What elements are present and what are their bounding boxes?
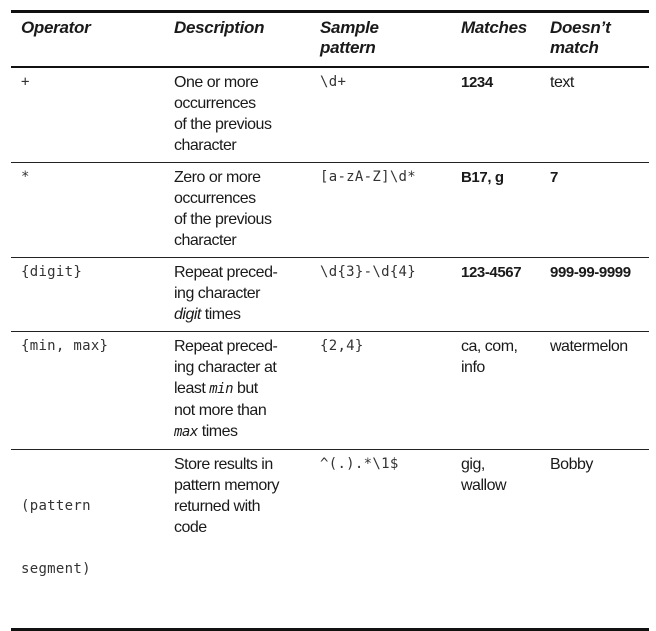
- matches-cell: B17, g: [461, 169, 504, 186]
- table-row: [11, 163, 649, 258]
- operator-cell: *: [21, 169, 30, 185]
- description-cell: [164, 163, 310, 258]
- header-sample-pattern: [310, 12, 451, 68]
- description-max-italic: max: [174, 424, 198, 440]
- header-operator: Operator: [21, 18, 91, 37]
- operator-cell: {digit}: [21, 264, 83, 280]
- description-cell: [164, 450, 310, 630]
- matches-line: wallow: [461, 477, 507, 494]
- description-line: Store results in: [174, 456, 273, 473]
- description-line: code: [174, 519, 207, 536]
- description-line: character: [174, 232, 237, 249]
- regex-operators-table: [11, 10, 649, 631]
- sample-pattern-cell: ^(.).*\1$: [320, 456, 399, 472]
- matches-cell: [451, 332, 540, 450]
- matches-line: ca, com,: [461, 338, 518, 355]
- description-cell: [164, 67, 310, 163]
- description-line: ing character at: [174, 359, 277, 376]
- description-line: Repeat preced-: [174, 264, 278, 281]
- header-description: Description: [174, 18, 265, 37]
- doesnt-match-cell: watermelon: [550, 338, 628, 355]
- header-row: [11, 12, 649, 68]
- description-line: [174, 304, 306, 325]
- header-sample-line2: pattern: [320, 38, 376, 57]
- description-least: least: [174, 380, 210, 397]
- description-line: [174, 421, 306, 443]
- header-doesnt-line2: match: [550, 38, 599, 57]
- operator-line: (pattern: [21, 498, 91, 514]
- description-line: not more than: [174, 402, 267, 419]
- doesnt-match-cell: 7: [550, 169, 558, 186]
- doesnt-match-cell: 999-99-9999: [550, 264, 631, 281]
- table-row: [11, 450, 649, 630]
- table-row: [11, 67, 649, 163]
- description-line: character: [174, 137, 237, 154]
- table-row: [11, 332, 649, 450]
- sample-pattern-cell: {2,4}: [320, 338, 364, 354]
- description-line: Repeat preced-: [174, 338, 278, 355]
- description-times: times: [197, 423, 238, 440]
- operator-cell: +: [21, 74, 30, 90]
- description-cell: [164, 332, 310, 450]
- matches-line: info: [461, 359, 485, 376]
- operator-line: segment): [21, 561, 91, 577]
- description-line: returned with: [174, 498, 260, 515]
- operator-cell: {min, max}: [21, 338, 109, 354]
- sample-pattern-cell: \d{3}-\d{4}: [320, 264, 417, 280]
- doesnt-match-cell: Bobby: [550, 456, 593, 473]
- header-doesnt-line1: Doesn’t: [550, 18, 611, 37]
- description-line: occurrences: [174, 95, 256, 112]
- description-min-italic: min: [209, 381, 234, 397]
- sample-pattern-cell: [a-zA-Z]\d*: [320, 169, 417, 185]
- description-line: ing character: [174, 285, 260, 302]
- matches-line: gig,: [461, 456, 485, 473]
- description-line: Zero or more: [174, 169, 261, 186]
- description-digit-italic: digit: [174, 306, 201, 323]
- header-matches: Matches: [461, 18, 527, 37]
- description-line: pattern memory: [174, 477, 280, 494]
- matches-cell: [451, 450, 540, 630]
- doesnt-match-cell: text: [550, 74, 574, 91]
- header-sample-line1: Sample: [320, 18, 379, 37]
- sample-pattern-cell: \d+: [320, 74, 347, 90]
- description-times: times: [200, 306, 241, 323]
- description-but: but: [233, 380, 258, 397]
- description-line: of the previous: [174, 211, 272, 228]
- matches-cell: 123-4567: [461, 264, 522, 281]
- header-doesnt-match: [540, 12, 649, 68]
- description-line: [174, 378, 306, 400]
- operator-cell: [11, 450, 164, 630]
- description-line: of the previous: [174, 116, 272, 133]
- matches-cell: 1234: [461, 74, 493, 91]
- table-row: [11, 258, 649, 332]
- description-cell: [164, 258, 310, 332]
- description-line: One or more: [174, 74, 259, 91]
- description-line: occurrences: [174, 190, 256, 207]
